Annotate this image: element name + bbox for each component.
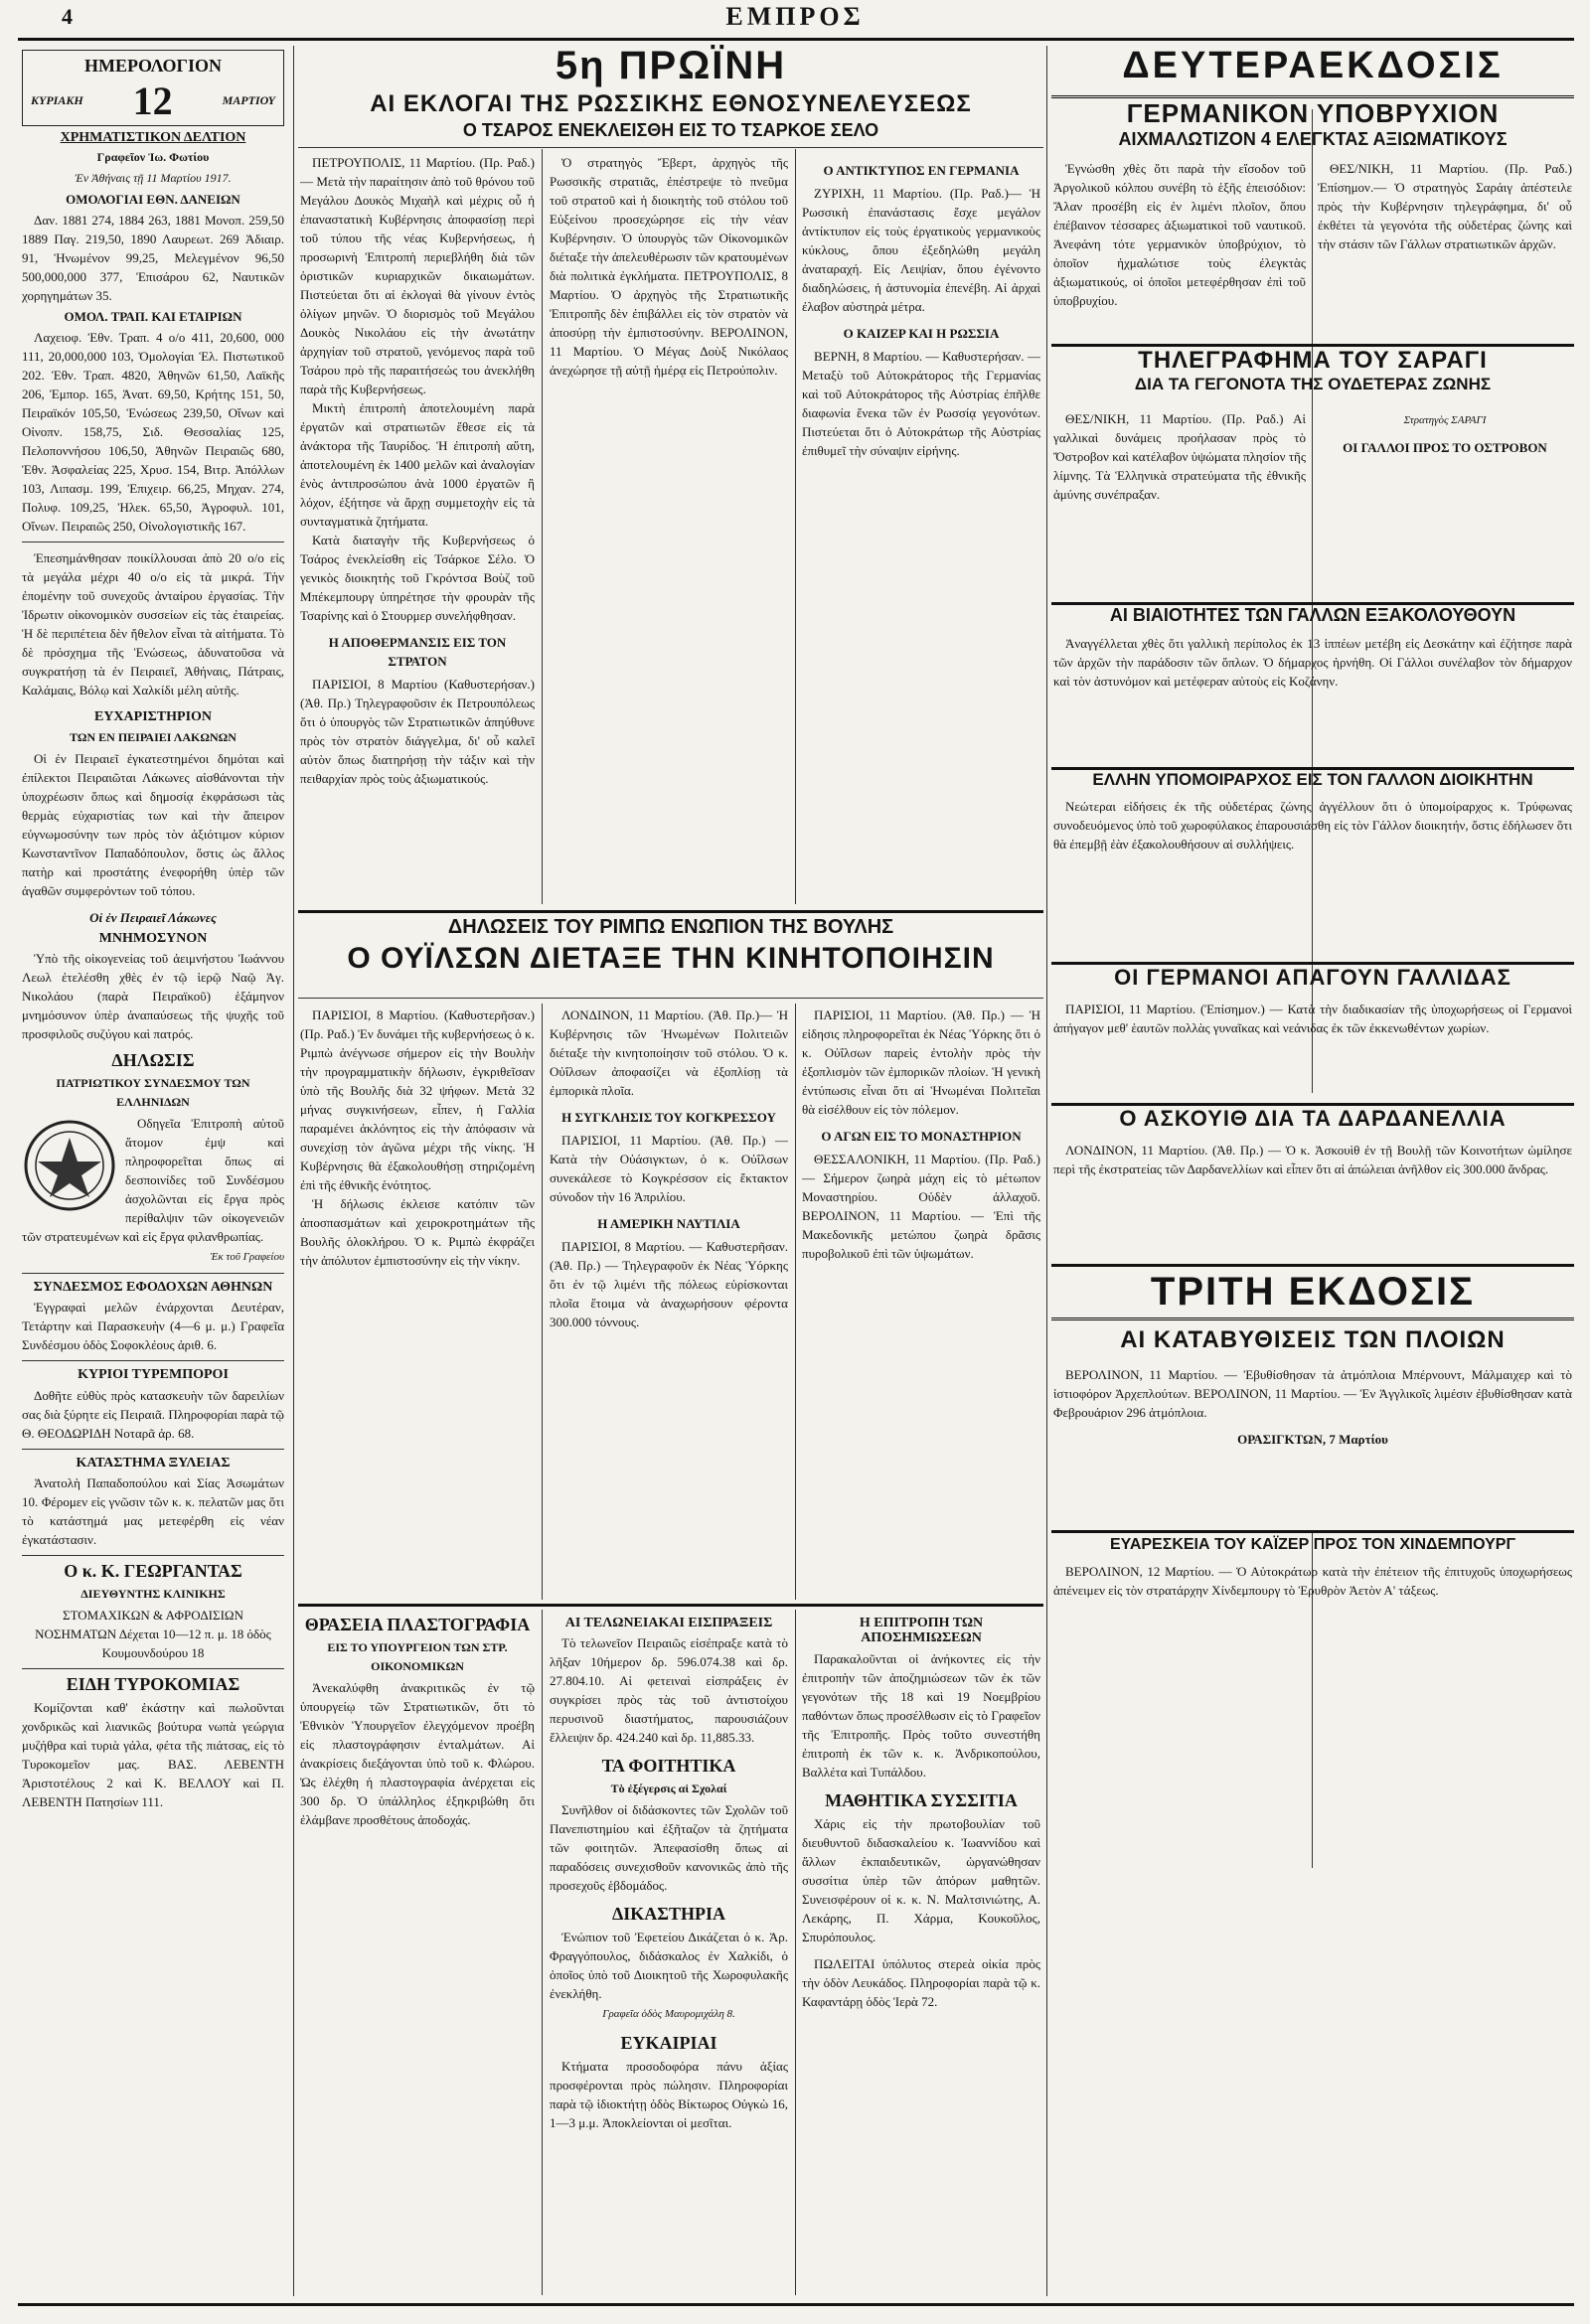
landlords-heading: ΚΥΡΙΟΙ ΤΥΡΕΜΠΟΡΟΙ [78,1367,229,1383]
russia-army-heading: Η ΑΠΟΘΕΡΜΑΝΣΙΣ ΕΙΣ ΤΟΝ ΣΤΡΑΤΟΝ [328,635,507,669]
loans-text: Δαν. 1881 274, 1884 263, 1881 Μονοπ. 259,50 1889 Παγ. 219,50, 1890 Λαυρεωτ. 269 Ἀδιαιρ. 91, Ἡνωμένον 99,25, Μελεγμένον 96,50 500,000,000 377, Ἐπισάρου 62, Ναυτικῶν χορηγημάτων 35. [22,213,284,304]
landlords-body: Δοθῆτε εὐθὺς πρὸς κατασκευὴν τῶν δαρειλίων σας διὰ ξύρητε εἰς Πειραιᾶ. Πληροφορίαι παρὰ τῷ Θ. ΘΕΟΔΩΡΙΔΗ Νοταρᾶ ἀρ. 68. [22,1387,284,1441]
market-date: Ἐν Ἀθήναις τῇ 11 Μαρτίου 1917. [75,171,232,186]
russia-text-a3: Κατὰ διαταγὴν τῆς Κυβερνήσεως ὁ Τσάρος ἐνεκλείσθη εἰς Τσάρκοε Σέλο. Ὁ γενικὸς διοικητὴς τοῦ Γκρόντσα Βοὺζ τοῦ Μπέκεμπουργ ὑπηρέτησε τὴν φρουρὰν τῆς Τσαρίνης καὶ ὁ Στουρμερ συνελήφθησαν. [300,533,535,623]
ads-heading: ΕΥΚΑΙΡΙΑΙ [620,2032,717,2053]
newspaper-title: ΕΜΠΡΟΣ [725,2,865,31]
russia-text-a: ΠΕΤΡΟΥΠΟΛΙΣ, 11 Μαρτίου. (Πρ. Ραδ.)— Μετὰ τὴν παραίτησιν ἀπὸ τοῦ θρόνου τοῦ Μεγάλου Δουκὸς Μιχαὴλ καὶ μέχρις οὗ ἡ ἐπαναστατικὴ Κυβέρνησις ἀποφασίσῃ περὶ τοῦ τύπου τῆς νέας Κυβερνήσεως, ἡ προσωρινὴ Ἐπιτροπὴ περιεβλήθη διὰ τῶν ὁριστικῶν κυριαρχικῶν δικαιωμάτων. Πιστεύεται ὅτι αἱ ἐκλογαὶ θὰ γίνουν ἐντὸς ὀλίγων μηνῶν. Ὁ διορισμὸς τοῦ Μεγάλου Δουκὸς Νικολάου εἰς τὴν ἀνωτάτην ἀρχηγίαν τοῦ στρατοῦ, γενόμενος παρὰ τοῦ Τσάρου πρὸ τῆς παραιτήσεώς του ἀνεκλήθη παρὰ τῆς Κυβερνήσεως. [300,155,535,396]
loans-heading: ΟΜΟΛΟΓΙΑΙ ΕΘΝ. ΔΑΝΕΙΩΝ [66,192,240,208]
trials-body: Ἐνώπιον τοῦ Ἐφετείου Δικάζεται ὁ κ. Ἀρ. Φραγγόπουλος, διδάσκαλος ἐν Χαλκίδι, ὁ ὁποῖος ὑπὸ τοῦ Διοικητοῦ τῆς Χωροφυλακῆς ἐνεκλήθη. [550,1929,788,2001]
thanks-body: Οἱ ἐν Πειραιεῖ ἐγκατεστημένοι δημόται καὶ ἐπίλεκτοι Πειραιῶται Λάκωνες αἰσθάνονται τὴν ὑποχρέωσιν ὅπως καὶ δημοσίᾳ ἐκφράσωσι τὰς θερμὰς εὐχαριστίας των καὶ τὴν ἄπειρον εὐγνωμοσύνην των πρὸς τὸν ἀξιότιμον κύριον Κωνσταντῖνον Παπαδόπουλον, ὅστις ὡς ἄλλος πατὴρ καὶ προστάτης ἐνεφορήθη ὑπὲρ τῶν ἀγαθῶν συμφερόντων τοῦ τόπου. [22,750,284,898]
bottom-column-3 [802,1612,1040,2297]
assoc-body: Ἐγγραφαὶ μελῶν ἐνάρχονται Δευτέραν, Τετάρτην καὶ Παρασκευὴν (4—6 μ. μ.) Γραφεῖα Συνδέσμου ὁδὸς Σοφοκλέους ἀριθ. 6. [22,1300,284,1353]
students-sub: Τὸ ἐξέγερσις αἱ Σχολαί [610,1782,727,1796]
russia-column-2 [550,153,788,908]
greek-officer-heading: ΕΛΛΗΝ ΥΠΟΜΟΙΡΑΡΧΟΣ ΕΙΣ ΤΟΝ ΓΑΛΛΟΝ ΔΙΟΙΚΗΤΗΝ [1092,770,1533,789]
germans-column [1053,1000,1572,1099]
greek-officer-body: Νεώτεραι εἰδήσεις ἐκ τῆς οὐδετέρας ζώνης ἀγγέλλουν ὅτι ὁ ὑπομοίραρχος κ. Τρύφωνας συνοδευόμενος ὑπὸ τοῦ χωροφύλακος ἐπαρουσιάσθη εἰς τὸν Γάλλον διοικητήν, ὅστις ἐδήλωσεν ὅτι θὰ ἐπεμβῇ ἐὰν ἐξακολουθήσουν αἱ συλλήψεις. [1053,799,1572,852]
congress-heading: Η ΣΥΓΚΛΗΣΙΣ ΤΟΥ ΚΟΓΚΡΕΣΣΟΥ [561,1110,776,1125]
russia-subhead: Ο ΤΣΑΡΟΣ ΕΝΕΚΛΕΙΣΘΗ ΕΙΣ ΤΟ ΤΣΑΡΚΟΕ ΣΕΛΟ [462,120,879,141]
column-rule [542,1610,543,2295]
ships-subheading: ΟΡΑΣΙΓΚΤΩΝ, 7 Μαρτίου [1237,1432,1388,1447]
ribot-text-c: ΠΑΡΙΣΙΟΙ, 11 Μαρτίου. (Ἀθ. Πρ.) — Ἡ εἰδησις πληροφορεῖται ἐκ Νέας Ὑόρκης ὅτι ὁ κ. Οὐΐλσων παρεὶς ἐντολὴν πρὸς τὴν ἐξοπλισμὸν τῶν ἐμπορικῶν πλοίων. Ἡ γενικὴ ἐντύπωσις εἶναι ὅτι αἱ Ἡνωμέναι Πολιτεῖαι θὰ εἰσέλθουν εἰς τὸν πόλεμον. [802,1007,1040,1117]
bottom-column-2 [550,1612,788,2297]
ribot-headline-block [298,916,1043,975]
american-shipping-body: ΠΑΡΙΣΙΟΙ, 8 Μαρτίου. — Καθυστερῆσαν. (Ἀθ. Πρ.) — Τηλεγραφοῦν ἐκ Νέας Ὑόρκης ὅτι ἐν τῷ λιμένι τῆς πόλεως εὑρίσκονται πλοῖα ἕτοιμα νὰ ἀναχωρήσουν φέροντα 300.000 τόννους. [550,1239,788,1329]
russia-column-3 [802,153,1040,908]
column-rule [795,1610,796,2295]
greek-officer-column [1053,797,1572,956]
notice-sub: ΠΑΤΡΙΩΤΙΚΟΥ ΣΥΝΔΕΣΜΟΥ ΤΩΝ ΕΛΛΗΝΙΔΩΝ [56,1075,250,1109]
brutality-heading: ΑΙ ΒΙΑΙΟΤΗΤΕΣ ΤΩΝ ΓΑΛΛΩΝ ΕΞΑΚΟΛΟΥΘΟΥΝ [1109,605,1516,625]
ribot-text-a2: Ἡ δήλωσις ἐκλεισε κατόπιν τῶν ἀποσπασμάτων καὶ χειροκροτημάτων τῆς Βουλῆς ὁλοκλήρου. Ὁ κ. Ριμπὼ ἐκφράζει τὴν ἀπόλυτον ἐμπιστοσύνην εἰς τὴν νίκην. [300,1196,535,1268]
column-rule [795,1004,796,1600]
russia-headline: ΑΙ ΕΚΛΟΓΑΙ ΤΗΣ ΡΩΣΣΙΚΗΣ ΕΘΝΟΣΥΝΕΛΕΥΣΕΩΣ [370,90,972,117]
germany-reaction-heading: Ο ΑΝΤΙΚΤΥΠΟΣ ΕΝ ΓΕΡΜΑΝΙΑ [823,163,1020,178]
russia-headline-block [298,91,1043,141]
russia-text-b: Ὁ στρατηγὸς Ἔβερτ, ἀρχηγὸς τῆς Ρωσσικῆς στρατιᾶς, ἐπέστρεψε τὸ πνεῦμα τοῦ στρατοῦ καὶ ἡ διοικητὴς τοῦ στόλου τοῦ Εὐξείνου προσεχώρησε εἰς τὴν νέαν Κυβέρνησιν. Ὁ ὑπουργὸς τῶν Οἰκονομικῶν διέταξε τὴν ἀπελευθέρωσιν τῶν κρατουμένων διὰ πολιτικὰ ἐγκλήματα. ΠΕΤΡΟΥΠΟΛΙΣ, 8 Μαρτίου. Ὁ ἀρχηγὸς τῆς Στρατιωτικῆς Ἐπιτροπῆς δὲν ἐπιβάλλει εἰς τὸν στρατὸν νὰ ἀποσύρῃ τὴν ἐμπιστοσύνην. ΒΕΡΟΛΙΝΟΝ, 11 Μαρτίου. Ὁ Μέγας Δοὺξ Νικόλαος ἀνεχώρησε τῇ αὐτῇ ἡμέρᾳ εἰς Πετρούπολιν. [550,155,788,378]
thanks-sub: ΤΩΝ ΕΝ ΠΕΙΡΑΙΕΙ ΛΑΚΩΝΩΝ [70,729,237,744]
forgery-sub: ΕΙΣ ΤΟ ΥΠΟΥΡΓΕΙΟΝ ΤΩΝ ΣΤΡ. ΟΙΚΟΝΟΜΙΚΩΝ [327,1639,508,1673]
ads-body: Κτήματα προσοδοφόρα πάνυ ἀξίας προσφέρονται πρὸς πώλησιν. Πληροφορίαι παρὰ τῷ ἱδιοκτήτῃ ὁδὸς Βίκτωρος Οὐγκὼ 16, 1—3 μ.μ. Ἀποκλείονται οἱ μεσῖται. [550,2058,788,2130]
memorial-heading: ΜΝΗΜΟΣΥΝΟΝ [98,930,208,946]
asquith-headline-block [1051,1107,1574,1131]
serajevo-body: ΘΕΣ/ΝΙΚΗ, 11 Μαρτίου. (Πρ. Ραδ.) Ἐπίσημον.— Ὁ στρατηγὸς Σαράιγ ἀπέστειλε πρὸς τὴν Κυβέρνησιν τηλεγράφημα, δι' οὗ ἐκθέτει τὰ γεγονότα τῆς οὐδετέρας ζώνης καὶ τὴν στάσιν τῶν Γάλλων στρατιωτικῶν ἀρχῶν. [1318,161,1572,251]
trials-end: Γραφεῖα ὁδὸς Μαυρομιχάλη 8. [602,2007,735,2020]
submarine-column-2 [1318,159,1572,338]
kaiser-body: ΒΕΡΟΛΙΝΟΝ, 12 Μαρτίου. — Ὁ Αὐτοκράτωρ κατὰ τὴν ἐπέτειον τῆς ἐπιτυχοῦς ὑποχωρήσεως ἀπένειμεν εἰς τὸν στρατάρχην Χίνδεμπουργ τὸ Ἐρυθρὸν Ἀετὸν Α' τάξεως. [1053,1564,1572,1598]
notice-body: Οδηγεῖα Ἐπιτροπὴ αὐτοῦ ἄτομον ἐμψ καὶ πληροφορεῖται ὅπως αἱ δεσποινίδες τοῦ Συνδέσμου ἀσχολῶνται εἰς ἔργα πρὸς περίθαλψιν τῶν οἰκογενειῶν τῶν στρατευμένων καὶ εἰς ἔργα φιλανθρωπίας. [22,1115,284,1244]
market-body: Ἐπεσημάνθησαν ποικίλλουσαι ἀπὸ 20 ο/ο εἰς τὰ μεγάλα μέχρι 40 ο/ο εἰς τὰ μικρά. Τὴν ἐπομένην τοῦ συνεχοῦς ἀνταίρου ἐργασίας. Τὴν Ἰδρωτιν οἰκονομικὸν συσσείων εἰς τὰς ἐταιρείας. Ἡ δὲ περιπέτεια δὲν ἤθελον εἶναι τὰ αἰτήματα. Τὸ δὲ πρόσχημα τῆς Ἑνώσεως, ἀδυνατοῦσα νὰ συγκρατήσῃ τὰ ἐν Πειραιεῖ, Ἀθήναις, Πάτραις, Καλάμαις, Βόλῳ καὶ Χαλκίδι μέλη αὐτῆς. [22,550,284,698]
bottom-rule [18,2303,1574,2306]
students-body: Συνῆλθον οἱ διδάσκοντες τῶν Σχολῶν τοῦ Πανεπιστημίου καὶ ἐξῆταζον τὰ ζητήματα τῶν φοιτητῶν. Ἀπεφασίσθη ὅπως αἱ παραδόσεις συνεχισθοῦν κανονικῶς ἀπὸ τῆς προσεχοῦς ἑβδομάδος. [550,1802,788,1894]
association-emblem-icon [22,1118,117,1213]
submarine-headline-block [1051,99,1574,149]
russia-text-a2: Μικτὴ ἐπιτροπὴ ἀποτελουμένη παρὰ ἐργατῶν καὶ στρατιωτῶν ἔθεσε εἰς τὰ ἀνάκτορα τῆς Ταυρίδος. Ἡ ἐπιτροπὴ αὕτη, ἀποτελουμένη ἐκ 1400 μελῶν καὶ ἀναλογίαν ἑνὸς ἀντιπροσώπου ἀνὰ 1000 ἐργατῶν ἢ λόχον, ἐξήτησε νὰ ἄρχῃ συμμετοχὴν εἰς τὰ συνταγματικὰ ζητήματα. [300,400,535,529]
column-rule [542,1004,543,1600]
market-heading: ΧΡΗΜΑΤΙΣΤΙΚΟΝ ΔΕΛΤΙΟΝ [60,129,246,145]
shop-body: Ἀνατολὴ Παπαδοπούλου καὶ Σίας Ἀσωμάτων 10. Φέρομεν εἰς γνῶσιν τῶν κ. κ. πελατῶν μας ὅτι τὸ κατάστημά μας μετεφέρθη εἰς νέαν ἐγκατάστασιν. [22,1474,284,1547]
students-heading: ΤΑ ΦΟΙΤΗΤΙΚΑ [601,1756,736,1777]
serajevo-column-1 [1053,409,1306,598]
column-rule [293,46,294,2296]
serajevo-headline-block [1051,348,1574,394]
brutality-headline-block [1051,606,1574,626]
dinner-end: ΠΩΛΕΙΤΑΙ ὑπόλυτος στερεὰ οἰκία πρὸς τὴν ὁδὸν Λευκάδος. Πληροφορίαι παρὰ τῷ κ. Καφαντάρῃ ὁδὸς Ἱερὰ 72. [802,1955,1040,2009]
market-sub: Γραφεῖον Ἰω. Φωτίου [96,150,210,165]
brutality-column [1053,634,1572,763]
kaiser-headline-block [1051,1536,1574,1554]
ships-headline-block [1051,1327,1574,1353]
column-rule [1046,46,1047,2296]
kaiser-heading: ΕΥΑΡΕΣΚΕΙΑ ΤΟΥ ΚΑΪΖΕΡ ΠΡΟΣ ΤΟΝ ΧΙΝΔΕΜΠΟΥΡΓ [1109,1536,1516,1553]
left-column [22,46,284,2301]
kaiser-column [1053,1562,1572,1681]
doctor-sub: ΔΙΕΥΘΥΝΤΗΣ ΚΛΙΝΙΚΗΣ [80,1586,226,1601]
gauls-heading: ΟΙ ΓΑΛΛΟΙ ΠΡΟΣ ΤΟ ΟΣΤΡΟΒΟΝ [1343,440,1547,455]
germany-reaction-body: ΖΥΡΙΧΗ, 11 Μαρτίου. (Πρ. Ραδ.)— Ἡ Ρωσσικὴ ἐπανάστασις ἔσχε μεγάλον ἀντίκτυπον εἰς τοὺς ἐργατικοὺς γερμανικοὺς κύκλους, ὅπου ἐξεδηλώθη μεγάλη ἀναταραχή. Εἰς Λειψίαν, ὅπου ἐγένοντο διαδηλώσεις, ἡ ἀστυνομία ἐπενέβη. Αἱ ἀρχαὶ ἐλαβον αὐστηρὰ μέτρα. [802,186,1040,314]
ships-heading: ΑΙ ΚΑΤΑΒΥΘΙΣΕΙΣ ΤΩΝ ΠΛΟΙΩΝ [1120,1326,1506,1353]
doctor-body: ΣΤΟΜΑΧΙΚΩΝ & ΑΦΡΟΔΙΣΙΩΝ ΝΟΣΗΜΑΤΩΝ Δέχεται 10—12 π. μ. 18 ὁδὸς Κουμουνδούρου 18 [35,1607,271,1660]
kaiser-russia-body: ΒΕΡΝΗ, 8 Μαρτίου. — Καθυστερήσαν. — Μεταξὺ τοῦ Αὐτοκράτορος τῆς Γερμανίας καὶ τοῦ Αὐτοκράτορος τῆς Αὐστρίας ἐπῆλθε διαφωνία ἕνεκα τῶν ἐν Ρωσσίᾳ γεγονότων. Πιστεύεται ὅτι ὁ Αὐτοκράτωρ τῆς Αὐστρίας ἐπιθυμεῖ τὴν σύναψιν εἰρήνης. [802,349,1040,458]
greek-officer-headline-block [1051,771,1574,790]
submarine-column-1 [1053,159,1306,338]
cheese-heading: ΕΙΔΗ ΤΥΡΟΚΟΜΙΑΣ [66,1673,240,1694]
ribot-column-1 [300,1006,535,1602]
asquith-column [1053,1141,1572,1260]
thanks-sign: Οἱ ἐν Πειραιεῖ Λάκωνες [89,909,217,925]
forgery-heading: ΘΡΑΣΕΙΑ ΠΛΑΣΤΟΓΡΑΦΙΑ [304,1615,531,1634]
compensation-heading: Η ΕΠΙΤΡΟΠΗ ΤΩΝ ΑΠΟΣΗΜΙΩΣΕΩΝ [859,1616,984,1646]
submarine-subhead: ΑΙΧΜΑΛΩΤΙΖΟΝ 4 ΕΛΕΓΚΤΑΣ ΑΞΙΩΜΑΤΙΚΟΥΣ [1118,128,1508,149]
ribot-text-a: ΠΑΡΙΣΙΟΙ, 8 Μαρτίου. (Καθυστερῆσαν.) (Πρ. Ραδ.) Ἐν δυνάμει τῆς κυβερνήσεως ὁ κ. Ριμπὼ ἀνέγνωσε σήμερον εἰς τὴν Βουλὴν τὴν προγραμματικὴν δήλωσιν, ἐγκριθεῖσαν ὑπὸ τῆς Βουλῆς διὰ 32 ψήφων. Μετὰ 32 μήνας συγκινήσεων, εἶπεν, ἡ Γαλλία παραμένει ἀκλόνητος εἰς τὴν ἀπόφασιν νὰ συνεχίσῃ τὸν ἀγῶνα μέχρι τῆς νίκης. Ἡ Κυβέρνησις θὰ ἐξακολουθήσῃ στηριζομένη ἐπὶ τῆς ἐθνικῆς ἑνότητος. [300,1007,535,1192]
russia-text-a4: ΠΑΡΙΣΙΟΙ, 8 Μαρτίου (Καθυστερήσαν.) (Ἀθ. Πρ.) Τηλεγραφοῦσιν ἐκ Πετρουπόλεως ὅτι ὁ ὑπουργὸς τῶν Στρατιωτικῶν ἀπηύθυνε πρὸς τὸν στρατὸν διάγγελμα, δι' οὗ καλεῖ αὐτὸν ὅπως διατηρήσῃ τὴν τάξιν καὶ τὴν πειθαρχίαν πρὸς τοὺς ἀξιωματικούς. [300,677,535,786]
gauls-body: ΘΕΣ/ΝΙΚΗ, 11 Μαρτίου. (Πρ. Ραδ.) Αἱ γαλλικαὶ δυνάμεις προήλασαν πρὸς τὸ Ὄστροβον καὶ κατέλαβον ὑψώματα πλησίον τῆς λίμνης. Τὰ Ἑλληνικὰ στρατεύματα τῆς ἐθνικῆς ἀμύνης συνέπραξαν. [1053,411,1306,502]
memorial-body: Ὑπὸ τῆς οἰκογενείας τοῦ ἀειμνήστου Ἰωάννου Λεωλ ἐτελέσθη χθὲς ἐν τῷ ἱερῷ Ναῷ Ἁγ. Νικολάου (παρὰ Πειραϊκοῦ) ἑξάμηνον μνημόσυνον ὑπὲρ ἀναπαύσεως τῆς ψυχῆς τοῦ προσφιλοῦς συζύγου καὶ πατρός. [22,950,284,1041]
notice-end: Ἐκ τοῦ Γραφείου [210,1250,284,1263]
column-rule [795,149,796,904]
third-edition-heading: ΤΡΙΤΗ ΕΚΔΟΣΙΣ [1150,1270,1476,1314]
doctor-heading: Ο κ. Κ. ΓΕΩΡΓΑΝΤΑΣ [64,1560,242,1581]
assoc-heading: ΣΥΝΔΕΣΜΟΣ ΕΦΟΔΟΧΩΝ ΑΘΗΝΩΝ [33,1279,273,1295]
customs-body: Τὸ τελωνεῖον Πειραιῶς εἰσέπραξε κατὰ τὸ λῆξαν 10ήμερον δρ. 596.074.38 καὶ δρ. 27.804.10. Αἱ φετειναὶ εἰσπράξεις ἐν συγκρίσει πρὸς τὰς τοῦ ἀντιστοίχου περυσινοῦ διαστήματος, παρουσιάζουν ἔλλειψιν δρ. 424.240 καὶ δρ. 11,885.33. [550,1635,788,1746]
asquith-body: ΛΟΝΔΙΝΟΝ, 11 Μαρτίου. (Ἀθ. Πρ.) — Ὁ κ. Ἀσκουὶθ ἐν τῇ Βουλῇ τῶν Κοινοτήτων ὡμίλησε περὶ τῆς ἐκστρατείας τῶν Δαρδανελλίων καὶ εἶπεν ὅτι αἱ ἀπώλειαι ἀνῆλθον εἰς 300.000 ἄνδρας. [1053,1143,1572,1176]
calendar-box [22,50,284,126]
column-rule [542,149,543,904]
customs-heading: ΑΙ ΤΕΛΩΝΕΙΑΚΑΙ ΕΙΣΠΡΑΞΕΙΣ [564,1616,773,1630]
masthead [0,0,1590,36]
monastir-body: ΘΕΣΣΑΛΟΝΙΚΗ, 11 Μαρτίου. (Πρ. Ραδ.) — Σήμερον ζωηρὰ μάχη εἰς τὸ μέτωπον Μοναστηρίου. Οὐδὲν ἀλλαχοῦ. ΒΕΡΟΛΙΝΟΝ, 11 Μαρτίου. — Ἐπὶ τῆς Μακεδονικῆς μετώπου ζωηρὰ δρᾶσις πυροβολικοῦ ἐπὶ τῶν ὑψωμάτων. [802,1152,1040,1261]
shop-heading: ΚΑΤΑΣΤΗΜΑ ΞΥΛΕΙΑΣ [76,1455,231,1471]
monastir-heading: Ο ΑΓΩΝ ΕΙΣ ΤΟ ΜΟΝΑΣΤΗΡΙΟΝ [821,1129,1022,1144]
ribot-headline: ΔΗΛΩΣΕΙΣ ΤΟΥ ΡΙΜΠΩ ΕΝΩΠΙΟΝ ΤΗΣ ΒΟΥΛΗΣ [447,916,894,938]
brutality-body: Ἀναγγέλλεται χθὲς ὅτι γαλλικὴ περίπολος ἐκ 13 ἱππέων μετέβη εἰς Δεσκάτην καὶ ἐζήτησε παρὰ τῶν ἀρχῶν τὴν παράδοσιν τῶν ὅπλων. Ὁ δήμαρχος ἠρνήθη. Οἱ Γάλλοι συνέλαβον τὸν δήμαρχον καὶ τὸν ἀστυνόμον καὶ μετέφεραν αὐτοὺς εἰς Κοζάνην. [1053,636,1572,689]
germans-body: ΠΑΡΙΣΙΟΙ, 11 Μαρτίου. (Ἐπίσημον.) — Κατὰ τὴν διαδικασίαν τῆς ὑποχωρήσεως οἱ Γερμανοὶ ἀπήγαγον μεθ' ἑαυτῶν πολλὰς γυναῖκας καὶ νεάνιδας ἐκ τῶν ἐκκενωθέντων χωρίων. [1053,1002,1572,1035]
trials-heading: ΔΙΚΑΣΤΗΡΙΑ [611,1904,726,1925]
russia-column-1 [300,153,535,908]
compensation-body: Παρακαλοῦνται οἱ ἀνήκοντες εἰς τὴν ἐπιτροπὴν τῶν ἀποζημιώσεων τῶν ἐκ τῶν γεγονότων τῆς 18 καὶ 19 Νοεμβρίου παθόντων ὅπως προσέλθωσιν εἰς τὸ Γραφεῖον τῆς Ἐπιτροπῆς. Πρὸς τοῦτο συνεστήθη ἐπιτροπὴ ἐκ τῶν κ. κ. Ἀνδρικοπούλου, Βαλλέτα καὶ Τυπάλδου. [802,1650,1040,1780]
forgery-body: Ἀνεκαλύφθη ἀνακριτικῶς ἐν τῷ ὑπουργείῳ τῶν Στρατιωτικῶν, ὅτι τὸ Ἐθνικὸν Ὑπουργεῖον ἐλεγχόμενον προέβη εἰς πλαστογράφησιν ἐνταλμάτων. Αἱ ἀνακρίσεις διεξάγονται ὑπὸ τοῦ κ. Φλώρου. Ὡς ἐλέχθη ἡ πλαστογραφία ἀνέρχεται εἰς 300 δρ. Ὁ ὑπάλληλος ἐξηκριβώθη ὅτι ἐλάμβανε προσθέτους ἀποδοχάς. [300,1679,535,1827]
ships-column [1053,1365,1572,1524]
morning-edition-banner: 5η ΠΡΩΪΝΗ [555,44,787,87]
kaiser-russia-heading: Ο ΚΑΙΖΕΡ ΚΑΙ Η ΡΩΣΣΙΑ [843,326,1000,341]
asquith-heading: Ο ΑΣΚΟΥΙΘ ΔΙΑ ΤΑ ΔΑΡΔΑΝΕΛΛΙΑ [1119,1106,1507,1131]
ribot-column-2 [550,1006,788,1602]
shares-text: Λαχειοφ. Ἐθν. Τραπ. 4 ο/ο 411, 20,600, 000 111, 20,000,000 103, Ὁμολογίαι Ἑλ. Πιστωτικοῦ 202. Ἐθν. Τραπ. 4820, Ἀθηνῶν 61,50, Λαϊκῆς 206, Ἐμπορ. 165, Ἀνατ. 69,50, Κρήτης 151, 50, Πειραϊκόν 105,50, Ἑνώσεως 239,50, Οἴνων καὶ Οἰνοπν. 158,75, Σιδ. Θεσσαλίας 125, Πελοποννήσου 106,50, Ἀθηνῶν Πειραιῶς 680, Ἐθν. Ἀσφαλείας 225, Χρυσ. 154, Βιτρ. Ἀπόλλων 103, Λιπασμ. 199, Ἐπιχειρ. 66,25, Μηχαν. 274, Πολυφ. 109,25, Ἠλεκ. 65,50, Ἀγροφυλ. 101, Οἴνων. Πειραιῶς 250, Οἰνολογιστικῆς 167. [22,330,284,535]
ribot-column-3 [802,1006,1040,1602]
calendar-date: 12 [132,77,173,123]
serajevo-heading: ΤΗΛΕΓΡΑΦΗΜΑ ΤΟΥ ΣΑΡΑΓΙ [1138,347,1488,374]
calendar-day: ΚΥΡΙΑΚΗ [31,93,83,108]
submarine-heading: ΓΕΡΜΑΝΙΚΟΝ ΥΠΟΒΡΥΧΙΟΝ [1126,98,1500,128]
bottom-column-1 [300,1612,535,2297]
second-edition-banner: ΔΕΥΤΕΡΑΕΚΔΟΣΙΣ [1051,46,1574,98]
masthead-rule [18,38,1574,41]
notice-heading: ΔΗΛΩΣΙΣ [111,1049,195,1070]
ships-body: ΒΕΡΟΛΙΝΟΝ, 11 Μαρτίου. — Ἐβυθίσθησαν τὰ ἀτμόπλοια Μπέρνουντ, Μάλμαιχερ καὶ τὸ ἱστιοφόρον Ἀρχεπλούτων. ΒΕΡΟΛΙΝΟΝ, 11 Μαρτίου. — Ἐν Ἀγγλικοῖς λιμέσιν ἐβυθίσθησαν κατὰ Φεβρουάριον 296 ἀτμόπλοια. [1053,1367,1572,1420]
american-shipping-heading: Η ΑΜΕΡΙΚΗ ΝΑΥΤΙΛΙΑ [597,1216,740,1231]
germans-heading: ΟΙ ΓΕΡΜΑΝΟΙ ΑΠΑΓΟΥΝ ΓΑΛΛΙΔΑΣ [1114,965,1511,990]
dinner-body: Χάρις εἰς τὴν πρωτοβουλίαν τοῦ διευθυντοῦ διδασκαλείου κ. Ἰωαννίδου καὶ ἄλλων ἐκπαιδευτικῶν, ὠργανώθησαν συσσίτια ὑπὲρ τῶν ἀπόρων μαθητῶν. Συνεισφέρουν οἱ κ. κ. Ν. Μαλτσινιώτης, Α. Λεκάρης, Π. Χάρμα, Κουκοῦλος, Σπυρόπουλος. [802,1815,1040,1944]
thanks-heading: ΕΥΧΑΡΙΣΤΗΡΙΟΝ [93,709,213,725]
submarine-body: Ἐγνώσθη χθὲς ὅτι παρὰ τὴν εἴσοδον τοῦ Ἀργολικοῦ κόλπου συνέβη τὸ ἑξῆς ἐπεισόδιον: Ἄλαν προσέβη εἰς ἐν λιμένι πλοῖον, ὅπου ἐπέβαινον τέσσαρες ἀξιωματικοὶ τοῦ ναυτικοῦ. Ἀνεφάνη τότε γερμανικὸν ὑποβρύχιον, τὸ ὁποῖον ἠχμαλώτισε τοὺς ἐλεγκτὰς ἀξιωματικούς, οἱ ὁποῖοι μετεφέρθησαν ἐπὶ τοῦ ὑποβρυχίου. [1053,161,1306,308]
ribot-subhead: Ο ΟΥΪΛΣΩΝ ΔΙΕΤΑΞΕ ΤΗΝ ΚΙΝΗΤΟΠΟΙΗΣΙΝ [347,942,995,975]
dinner-heading: ΜΑΘΗΤΙΚΑ ΣΥΣΣΙΤΙΑ [825,1789,1018,1810]
calendar-month: ΜΑΡΤΙΟΥ [222,93,275,108]
serajevo-subhead: ΔΙΑ ΤΑ ΓΕΓΟΝΟΤΑ ΤΗΣ ΟΥΔΕΤΕΡΑΣ ΖΩΝΗΣ [1134,375,1492,394]
ribot-text-b: ΛΟΝΔΙΝΟΝ, 11 Μαρτίου. (Ἀθ. Πρ.)— Ἡ Κυβέρνησις τῶν Ἡνωμένων Πολιτειῶν διέταξε τὴν κινητοποίησιν τοῦ στόλου. Ὁ κ. Οὐΐλσων ἀποφασίζει νὰ ἐξοπλίσῃ τὰ ἐμπορικὰ πλοῖα. [550,1007,788,1098]
serajevo-column-2 [1318,409,1572,598]
cheese-body: Κομίζονται καθ' ἑκάστην καὶ πωλοῦνται χονδρικῶς καὶ λιανικῶς βούτυρα νωπὰ γεώργια μυζήθρα καὶ τυριὰ γάλα, φέτα τῆς πιάτσας, εἰς τὸ Τυροκομεῖον μας. ΒΑΣ. ΛΕΒΕΝΤΗ Ἀριστοτέλους 2 καὶ Κ. ΒΕΛΛΟΥ καὶ Π. ΛΕΒΕΝΤΗ Πατησίων 111. [22,1699,284,1809]
page-number: 4 [62,4,73,29]
calendar-heading: ΗΜΕΡΟΛΟΓΙΟΝ [84,56,222,76]
congress-body: ΠΑΡΙΣΙΟΙ, 11 Μαρτίου. (Ἀθ. Πρ.) — Κατὰ τὴν Οὐάσιγκτων, ὁ κ. Οὐΐλσων συνεκάλεσε τὸ Κογκρέσσον εἰς ἔκτακτον σύνοδον τὴν 16 Ἀπριλίου. [550,1133,788,1204]
third-edition-banner [1051,1270,1574,1320]
serajevo-sign: Στρατηγὸς ΣΑΡΑΓΙ [1403,414,1487,426]
germans-headline-block [1051,966,1574,990]
shares-heading: ΟΜΟΛ. ΤΡΑΠ. ΚΑΙ ΕΤΑΙΡΙΩΝ [64,309,242,325]
